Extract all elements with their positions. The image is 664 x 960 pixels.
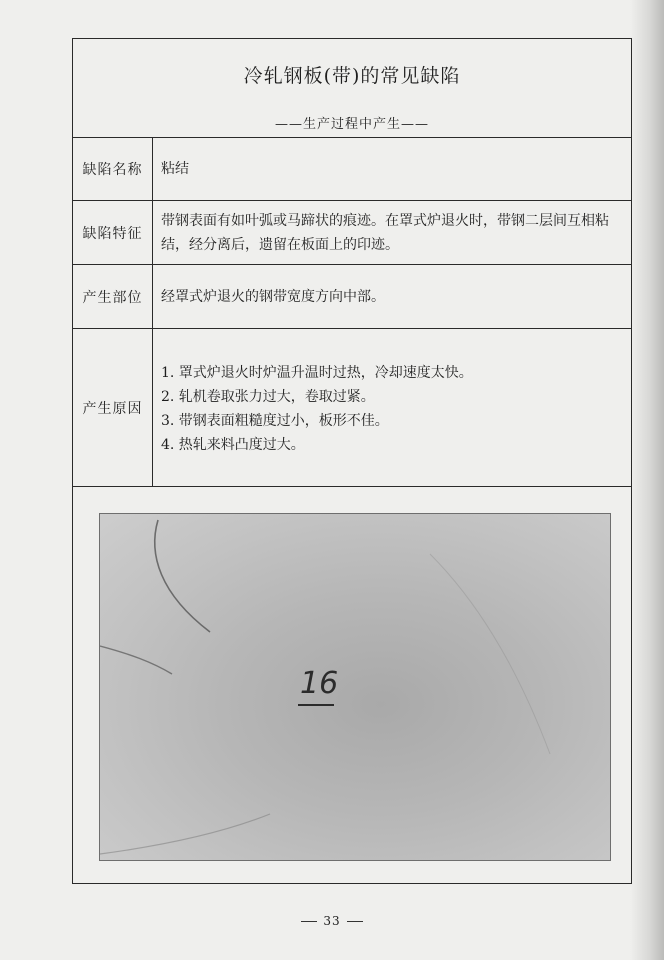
defect-photo (99, 513, 611, 861)
field-label-location: 产生部位 (73, 265, 153, 328)
page-title: 冷轧钢板(带)的常见缺陷 (243, 65, 461, 87)
page-number-value: 33 (323, 914, 341, 928)
row-defect-name (73, 137, 631, 201)
cause-list (161, 361, 625, 457)
page-subtitle: ——生产过程中产生—— (274, 117, 429, 132)
field-value-feature: 带钢表面有如叶弧或马蹄状的痕迹。在罩式炉退火时，带钢二层间互相粘结，经分离后，遗留在板面上的印迹。 (161, 213, 609, 253)
row-defect-cause (73, 329, 631, 487)
field-value-location: 经罩式炉退火的钢带宽度方向中部。 (161, 289, 385, 305)
cause-item: 2. 轧机卷取张力过大，卷取过紧。 (161, 389, 375, 405)
photo-mark-underline (298, 704, 334, 706)
cause-item: 3. 带钢表面粗糙度过小，板形不佳。 (161, 413, 389, 429)
row-defect-feature (73, 201, 631, 265)
page-number-dash-left (301, 921, 317, 922)
field-label-name: 缺陷名称 (73, 137, 153, 200)
field-label-cause: 产生原因 (73, 329, 153, 486)
page-edge-shadow (630, 0, 664, 960)
page-number (0, 914, 664, 928)
card-header (73, 39, 631, 138)
row-defect-location (73, 265, 631, 329)
page-number-dash-right (347, 921, 363, 922)
cause-item: 4. 热轧来料凸度过大。 (161, 437, 305, 453)
defect-card (72, 38, 632, 884)
defect-photo-marks (100, 514, 610, 860)
cause-item: 1. 罩式炉退火时炉温升温时过热，冷却速度太快。 (161, 365, 473, 381)
photo-number-mark: 16 (300, 666, 339, 701)
field-value-cause (161, 361, 625, 457)
field-label-feature: 缺陷特征 (73, 201, 153, 264)
field-value-name: 粘结 (161, 161, 189, 177)
